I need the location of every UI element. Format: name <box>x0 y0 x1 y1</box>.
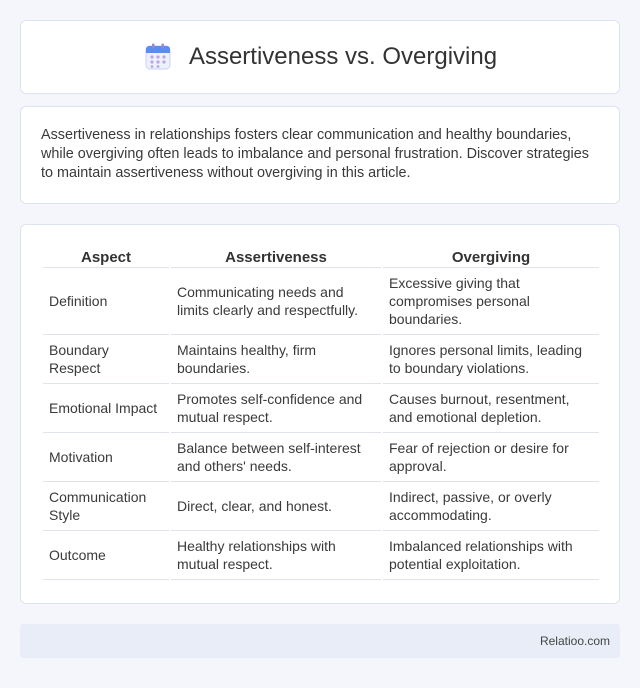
aspect-cell: Outcome <box>43 531 169 580</box>
assertiveness-cell: Balance between self-interest and others' needs. <box>171 433 381 482</box>
table-header-row <box>43 244 599 268</box>
comparison-table-card <box>20 224 620 604</box>
aspect-cell: Emotional Impact <box>43 384 169 433</box>
assertiveness-cell: Maintains healthy, firm boundaries. <box>171 335 381 384</box>
aspect-cell: Boundary Respect <box>43 335 169 384</box>
table-row <box>43 384 599 433</box>
header-overgiving: Overgiving <box>383 244 599 268</box>
title-wrap <box>143 42 497 72</box>
assertiveness-cell: Communicating needs and limits clearly and respectfully. <box>171 268 381 335</box>
assertiveness-cell: Direct, clear, and honest. <box>171 482 381 531</box>
table-row <box>43 433 599 482</box>
table-row <box>43 482 599 531</box>
page-title: Assertiveness vs. Overgiving <box>188 43 498 70</box>
overgiving-cell: Excessive giving that compromises personal boundaries. <box>383 268 599 335</box>
table-row <box>43 531 599 580</box>
aspect-cell: Definition <box>43 268 169 335</box>
overgiving-cell: Fear of rejection or desire for approval. <box>383 433 599 482</box>
title-card <box>20 20 620 94</box>
footer-site-link[interactable]: Relatioo.com <box>539 634 610 648</box>
calendar-icon <box>143 42 173 72</box>
footer <box>20 624 620 658</box>
overgiving-cell: Imbalanced relationships with potential exploitation. <box>383 531 599 580</box>
intro-paragraph: Assertiveness in relationships fosters clear communication and healthy boundaries, while overgiving often leads to imbalance and personal frustration. Discover strategies to maintain assertiveness without overgiving in this article. <box>41 127 589 181</box>
overgiving-cell: Ignores personal limits, leading to boundary violations. <box>383 335 599 384</box>
table-row <box>43 335 599 384</box>
overgiving-cell: Indirect, passive, or overly accommodating. <box>383 482 599 531</box>
aspect-cell: Communication Style <box>43 482 169 531</box>
comparison-table <box>41 244 601 580</box>
overgiving-cell: Causes burnout, resentment, and emotional depletion. <box>383 384 599 433</box>
header-assertiveness: Assertiveness <box>171 244 381 268</box>
intro-card <box>20 106 620 204</box>
aspect-cell: Motivation <box>43 433 169 482</box>
header-aspect: Aspect <box>43 244 169 268</box>
assertiveness-cell: Promotes self-confidence and mutual respect. <box>171 384 381 433</box>
assertiveness-cell: Healthy relationships with mutual respect. <box>171 531 381 580</box>
table-row <box>43 268 599 335</box>
